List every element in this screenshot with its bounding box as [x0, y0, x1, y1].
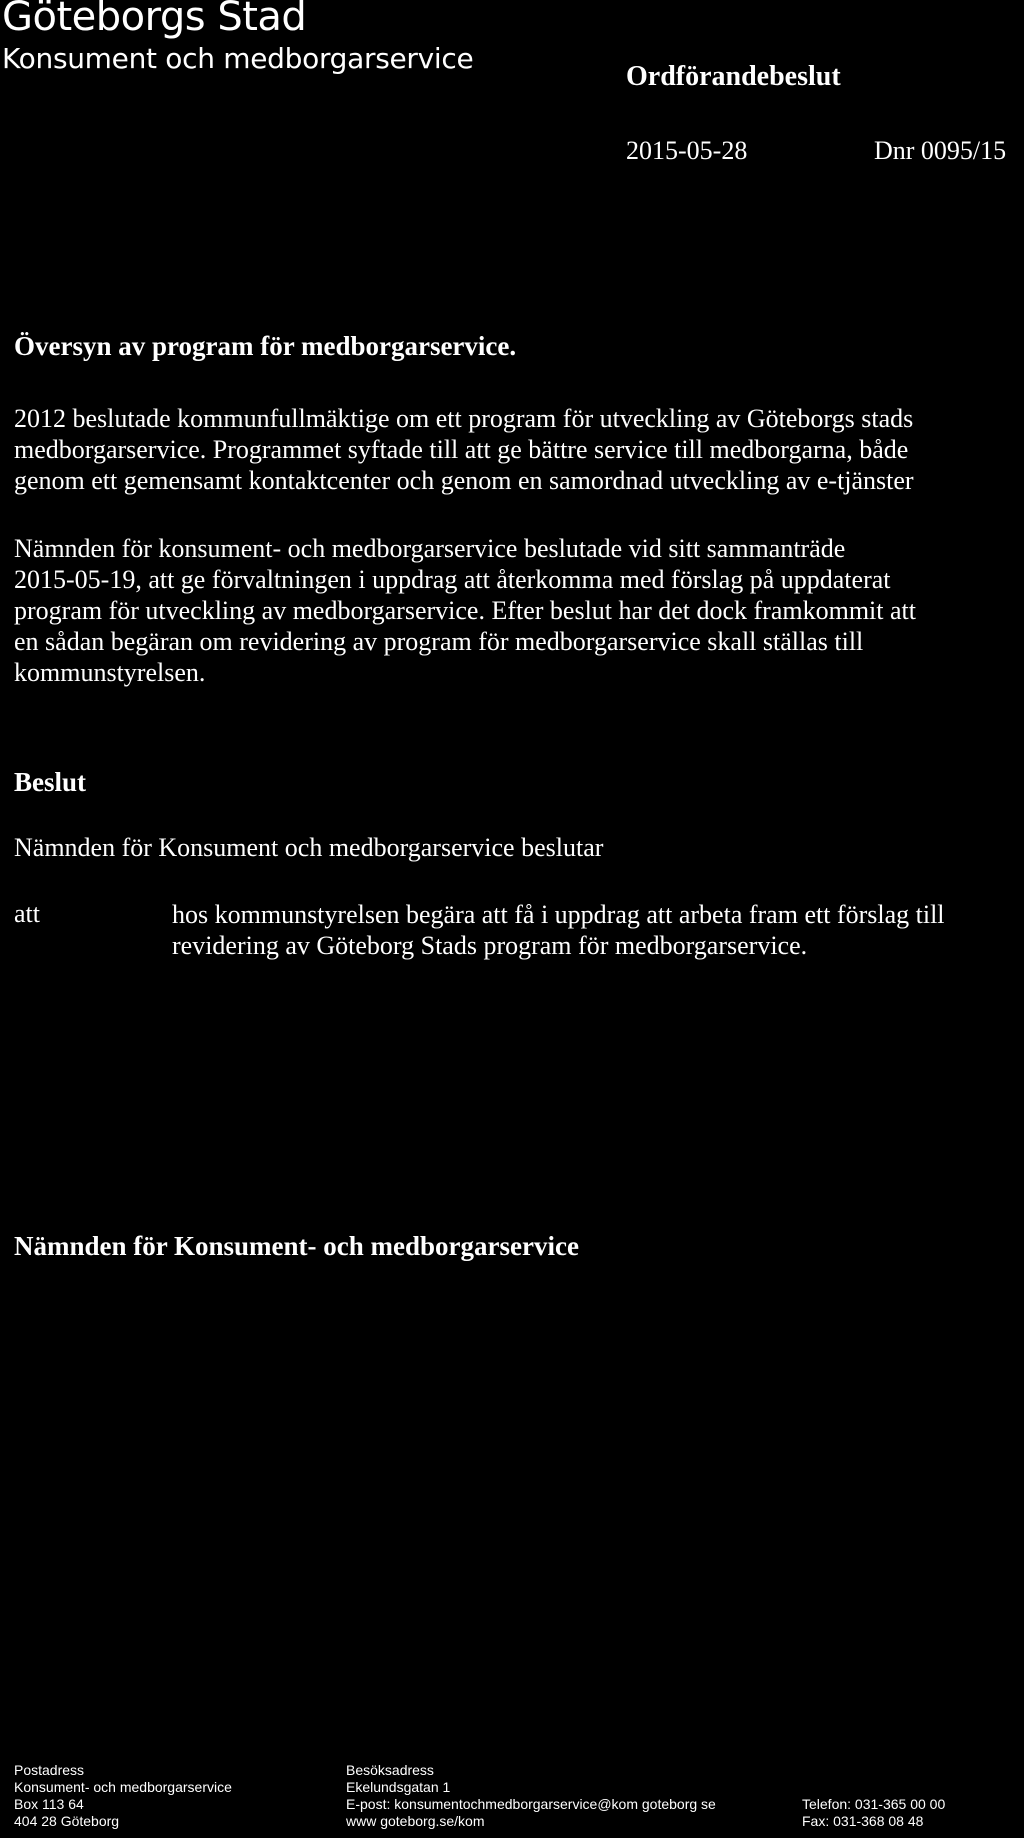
paragraph-line: en sådan begäran om revidering av program för medborgarservice skall ställas till: [14, 627, 864, 656]
footer-line: Ekelundsgatan 1: [346, 1779, 451, 1795]
paragraph-line: Nämnden för Konsument och medborgarservice beslutar: [14, 833, 604, 862]
att-clause-line: hos kommunstyrelsen begära att få i uppdrag att arbeta fram ett förslag till: [172, 900, 945, 929]
footer-website: www goteborg.se/kom: [346, 1813, 485, 1829]
att-label: att: [14, 899, 40, 928]
footer-email: E-post: konsumentochmedborgarservice@kom goteborg se: [346, 1796, 716, 1812]
page-title: Översyn av program för medborgarservice.: [14, 331, 517, 361]
att-clause-line: revidering av Göteborg Stads program för medborgarservice.: [172, 931, 808, 960]
footer-line: 404 28 Göteborg: [14, 1813, 120, 1829]
footer-line: Konsument- och medborgarservice: [14, 1779, 232, 1795]
footer-label: Postadress: [14, 1762, 85, 1778]
paragraph-background: [14, 403, 1014, 496]
footer-phone: [802, 1762, 945, 1830]
paragraph-line: Nämnden för konsument- och medborgarservice beslutade vid sitt sammanträde: [14, 534, 846, 563]
paragraph-line: 2015-05-19, att ge förvaltningen i uppdrag att återkomma med förslag på uppdaterat: [14, 565, 891, 594]
footer-postal-address: [14, 1762, 232, 1830]
document-dnr: Dnr 0095/15: [874, 136, 1007, 165]
paragraph-line: program för utveckling av medborgarservice. Efter beslut har det dock framkommit att: [14, 596, 916, 625]
signature-committee: Nämnden för Konsument- och medborgarservice: [14, 1231, 579, 1261]
footer-spacer: [802, 1762, 945, 1779]
footer-line: Box 113 64: [14, 1796, 84, 1812]
decision-heading: Beslut: [14, 767, 87, 797]
paragraph-line: genom ett gemensamt kontaktcenter och genom en samordnad utveckling av e-tjänster: [14, 466, 914, 495]
organization-name: Göteborgs Stad: [2, 0, 307, 40]
att-clause: [172, 899, 945, 961]
paragraph-line: medborgarservice. Programmet syftade till att ge bättre service till medborgarna, både: [14, 435, 909, 464]
footer-label: Besöksadress: [346, 1762, 434, 1778]
department-name: Konsument och medborgarservice: [2, 42, 474, 75]
footer-spacer: [802, 1779, 945, 1796]
footer-visit-address: [346, 1762, 716, 1830]
paragraph-line: kommunstyrelsen.: [14, 658, 206, 687]
footer-fax: Fax: 031-368 08 48: [802, 1813, 924, 1829]
decision-intro: [14, 832, 1014, 863]
paragraph-previous-decision: [14, 533, 1014, 688]
document-date: 2015-05-28: [626, 136, 748, 165]
footer-telephone: Telefon: 031-365 00 00: [802, 1796, 946, 1812]
paragraph-line: 2012 beslutade kommunfullmäktige om ett program för utveckling av Göteborgs stads: [14, 404, 914, 433]
document-type: Ordförandebeslut: [626, 61, 841, 92]
